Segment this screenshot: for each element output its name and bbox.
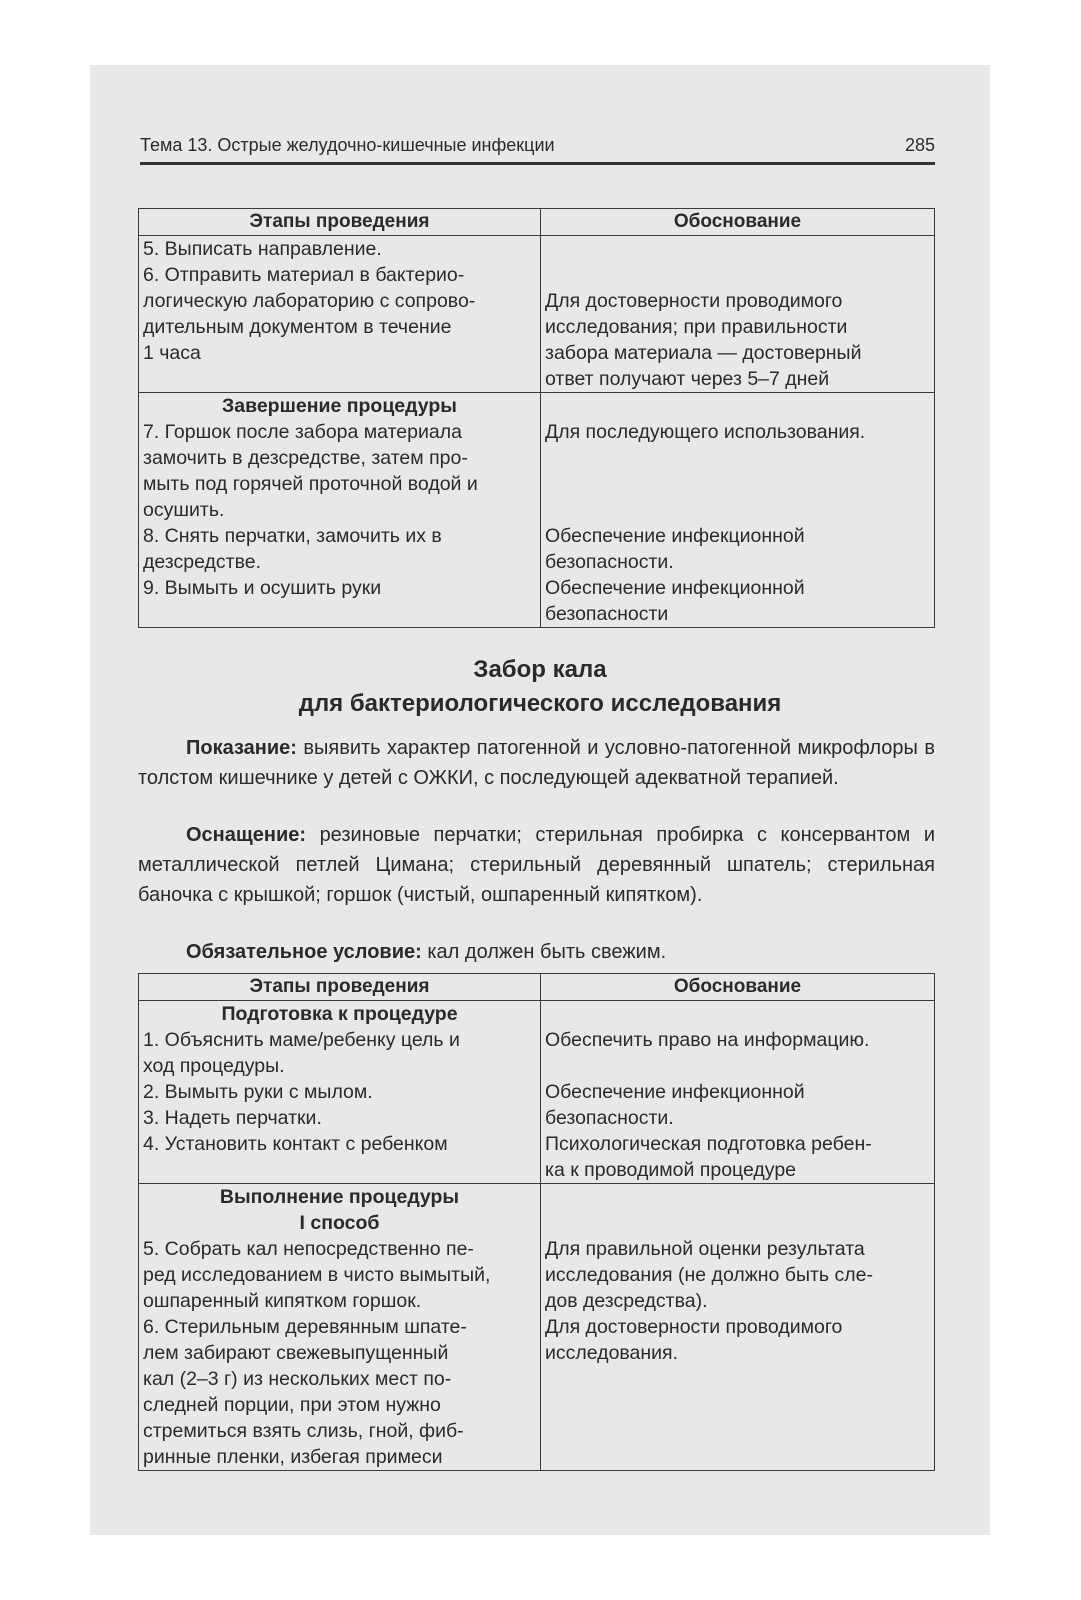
step-line: 1. Объяснить маме/ребенку цель и — [143, 1029, 460, 1051]
step-line: 1 часа — [143, 342, 201, 364]
page-number: 285 — [904, 135, 935, 155]
step-line: 9. Вымыть и осушить руки — [143, 577, 382, 599]
reason-line: Обеспечение инфекционной — [545, 525, 805, 547]
step-line: логическую лабораторию с сопрово- — [143, 290, 476, 312]
step-line: стремиться взять слизь, гной, фиб- — [143, 1420, 464, 1442]
section-subheading: I способ — [299, 1212, 380, 1234]
equipment-label: Оснащение: — [186, 824, 307, 846]
reason-line: Психологическая подготовка ребен- — [545, 1133, 872, 1155]
section-heading: Завершение процедуры — [222, 395, 457, 417]
step-line: лем забирают свежевыпущенный — [143, 1342, 449, 1364]
step-line: следней порции, при этом нужно — [143, 1394, 441, 1416]
book-page — [90, 65, 990, 1535]
step-line: 5. Собрать кал непосредственно пе- — [143, 1238, 474, 1260]
table-row — [139, 393, 935, 628]
step-line: 3. Надеть перчатки. — [143, 1107, 322, 1129]
indication-text: выявить характер патогенной и условно-патогенной микрофлоры в толстом кишечнике у детей с ОЖКИ, с последующей адекватной терапией. — [138, 737, 935, 789]
reason-cell — [541, 236, 935, 393]
step-line: мыть под горячей проточной водой и — [143, 473, 478, 495]
column-header-reason: Обоснование — [541, 974, 935, 1001]
equipment-paragraph — [138, 820, 935, 910]
reason-cell — [541, 393, 935, 628]
column-header-reason: Обоснование — [541, 209, 935, 236]
step-line: кал (2–3 г) из нескольких мест по- — [143, 1368, 452, 1390]
step-line: дезсредстве. — [143, 551, 261, 573]
section-title — [90, 653, 990, 721]
reason-line: Для достоверности проводимого — [545, 290, 843, 312]
running-title: Тема 13. Острые желудочно-кишечные инфекции — [140, 135, 555, 155]
section-title-line-2: для бактериологического исследования — [298, 690, 782, 717]
table-row — [139, 1184, 935, 1471]
reason-line: безопасности — [545, 603, 669, 625]
step-line: 5. Выписать направление. — [143, 238, 382, 260]
reason-line: Обеспечение инфекционной — [545, 577, 805, 599]
step-line: ошпаренный кипятком горшок. — [143, 1290, 422, 1312]
step-line: 4. Установить контакт с ребенком — [143, 1133, 448, 1155]
condition-text: кал должен быть свежим. — [421, 941, 667, 963]
column-header-steps: Этапы проведения — [139, 209, 541, 236]
column-header-steps: Этапы проведения — [139, 974, 541, 1001]
steps-cell — [139, 1184, 541, 1471]
reason-line: Обеспечение инфекционной — [545, 1081, 805, 1103]
condition-label: Обязательное условие: — [186, 941, 422, 963]
table-row — [139, 1001, 935, 1184]
indication-label: Показание: — [186, 737, 297, 759]
reason-line: дов дезсредства). — [545, 1290, 708, 1312]
step-line: 2. Вымыть руки с мылом. — [143, 1081, 373, 1103]
reason-line: Для достоверности проводимого — [545, 1316, 843, 1338]
reason-line: ответ получают через 5–7 дней — [545, 368, 830, 390]
reason-line: Для правильной оценки результата — [545, 1238, 865, 1260]
procedure-table-2 — [138, 973, 935, 1471]
section-title-line-1: Забор кала — [473, 656, 607, 683]
reason-line: забора материала — достоверный — [545, 342, 862, 364]
condition-paragraph — [138, 937, 935, 967]
steps-cell — [139, 236, 541, 393]
procedure-table-1 — [138, 208, 935, 628]
step-line: дительным документом в течение — [143, 316, 452, 338]
reason-line: исследования (не должно быть сле- — [545, 1264, 873, 1286]
step-line: ред исследованием в чисто вымытый, — [143, 1264, 491, 1286]
section-heading: Подготовка к процедуре — [221, 1003, 458, 1025]
reason-cell — [541, 1001, 935, 1184]
equipment-text: резиновые перчатки; стерильная пробирка с консервантом и металлической петлей Цимана; стерильный деревянный шпатель; стерильная баночка с крышкой; горшок (чистый, ошпаренный кипятком). — [138, 824, 935, 906]
step-line: ринные пленки, избегая примеси — [143, 1446, 443, 1468]
reason-line: Обеспечить право на информацию. — [545, 1029, 870, 1051]
step-line: замочить в дезсредстве, затем про- — [143, 447, 468, 469]
indication-paragraph — [138, 733, 935, 793]
steps-cell — [139, 393, 541, 628]
step-line: 6. Стерильным деревянным шпате- — [143, 1316, 467, 1338]
reason-line: безопасности. — [545, 1107, 674, 1129]
reason-line: исследования; при правильности — [545, 316, 848, 338]
running-header — [140, 135, 935, 165]
reason-line: безопасности. — [545, 551, 674, 573]
reason-line: Для последующего использования. — [545, 421, 866, 443]
step-line: осушить. — [143, 499, 225, 521]
reason-line: ка к проводимой процедуре — [545, 1159, 797, 1181]
step-line: 8. Снять перчатки, замочить их в — [143, 525, 442, 547]
step-line: 7. Горшок после забора материала — [143, 421, 462, 443]
step-line: 6. Отправить материал в бактерио- — [143, 264, 465, 286]
section-heading: Выполнение процедуры — [219, 1186, 460, 1208]
table-header-row — [139, 974, 935, 1001]
steps-cell — [139, 1001, 541, 1184]
table-header-row — [139, 209, 935, 236]
table-row — [139, 236, 935, 393]
step-line: ход процедуры. — [143, 1055, 285, 1077]
reason-line: исследования. — [545, 1342, 679, 1364]
reason-cell — [541, 1184, 935, 1471]
